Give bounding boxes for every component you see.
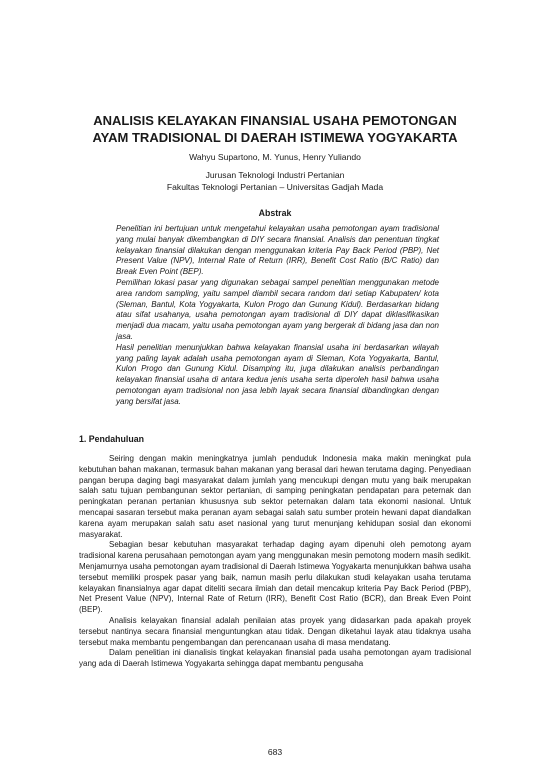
abstract-heading: Abstrak [258,208,292,218]
body-paragraph: Sebagian besar kebutuhan masyarakat terhadap daging ayam dipenuhi oleh pemotong ayam tradisional karena perusahaan pemotongan ayam yang menggunakan mesin pemotong modern masih sedikit. Menjamurnya usaha pemotongan ayam tradisional di Daerah Istimewa Yogyakarta menunjukkan bahwa usaha tersebut memiliki prospek pasar yang baik, namun masih perlu dilakukan studi kelayakan usaha terutama kelayakan finansialnya agar dapat diteliti secara ilmiah dan detail mencakup kriteria Pay Back Period (PBP), Net Present Value (NPV), Internal Rate of Return (IRR), Benefit Cost Ratio (BCR), dan Break Even Point (BEP). [79,540,471,615]
abstract-paragraph: Pemilihan lokasi pasar yang digunakan sebagai sampel penelitian menggunakan metode area random sampling, yaitu sampel diambil secara random dari setiap Kabupaten/ kota (Sleman, Bantul, Kota Yogyakarta, Kulon Progo dan Gunung Kidul). Berdasarkan bidang atau sifat usahanya, usaha pemotongan ayam tradisional di DIY dapat diklasifikasikan menjadi dua macam, yaitu usaha pemotongan ayam yang bergerak di bidang jasa dan non jasa. [116,277,439,341]
author-list: Wahyu Supartono, M. Yunus, Henry Yuliando [189,152,361,162]
section-body [79,454,471,670]
body-paragraph: Dalam penelitian ini dianalisis tingkat kelayakan finansial pada usaha pemotongan ayam tradisional yang ada di Daerah Istimewa Yogyakarta sehingga dapat membantu pengusaha [79,648,471,669]
body-paragraph: Seiring dengan makin meningkatnya jumlah penduduk Indonesia maka makin meningkat pula kebutuhan bahan makanan, termasuk bahan makanan yang berasal dari hewan terutama daging. Penyediaan pangan berupa daging bagi masyarakat dalam jumlah yang mencukupi dengan mutu yang baik merupakan salah satu tujuan pembangunan sektor pertanian, di samping peningkatan pendapatan para peternak dan peningkatan peranan pertanian khususnya sub sektor peternakan dalam tata ekonomi nasional. Untuk mencapai sasaran tersebut maka peranan ayam sebagai salah satu sumber protein hewani dapat diandalkan karena ayam merupakan salah satu aset nasional yang turut menunjang kehidupan sosial dan ekonomi masyarakat. [79,454,471,539]
affiliation-line-1: Jurusan Teknologi Industri Pertanian [205,170,345,180]
title-line-1: ANALISIS KELAYAKAN FINANSIAL USAHA PEMOTONGAN [93,113,457,128]
section-heading: 1. Pendahuluan [79,434,145,444]
page-number: 683 [267,747,283,757]
affiliation-line-2: Fakultas Teknologi Pertanian – Universitas Gadjah Mada [166,181,384,192]
abstract-paragraph: Penelitian ini bertujuan untuk mengetahui kelayakan usaha pemotongan ayam tradisional yang mulai banyak dikembangkan di DIY secara finansial. Analisis dan penentuan tingkat kelayakan finansial dilakukan dengan menggunakan kriteria Pay Back Period (PBP), Net Present Value (NPV), Internal Rate of Return (IRR), Benefit Cost Ratio (B/C Ratio) dan Break Even Point (BEP). [116,224,439,277]
body-paragraph: Analisis kelayakan finansial adalah penilaian atas proyek yang didasarkan pada apakah proyek tersebut nantinya secara finansial menguntungkan atau tidak. Dengan diketahui layak atau tidaknya usaha tersebut maka membantu pengembangan dan perencanaan usaha di masa mendatang. [79,615,471,647]
title-line-2: AYAM TRADISIONAL DI DAERAH ISTIMEWA YOGYAKARTA [92,130,458,145]
abstract-paragraph: Hasil penelitian menunjukkan bahwa kelayakan finansial usaha ini berdasarkan wilayah yang paling layak adalah usaha pemotongan ayam di Sleman, Kota Yogyakarta, Bantul, Kulon Progo dan Gunung Kidul. Disamping itu, juga dilakukan analisis perbandingan kelayakan finansial usaha di antara kedua jenis usaha serta diperoleh hasil bahwa usaha pemotongan ayam tradisional non jasa lebih layak secara finansial dibandingkan dengan yang bersifat jasa. [116,342,439,406]
affiliation [0,170,550,193]
abstract-body [116,224,439,408]
paper-title [80,112,470,146]
